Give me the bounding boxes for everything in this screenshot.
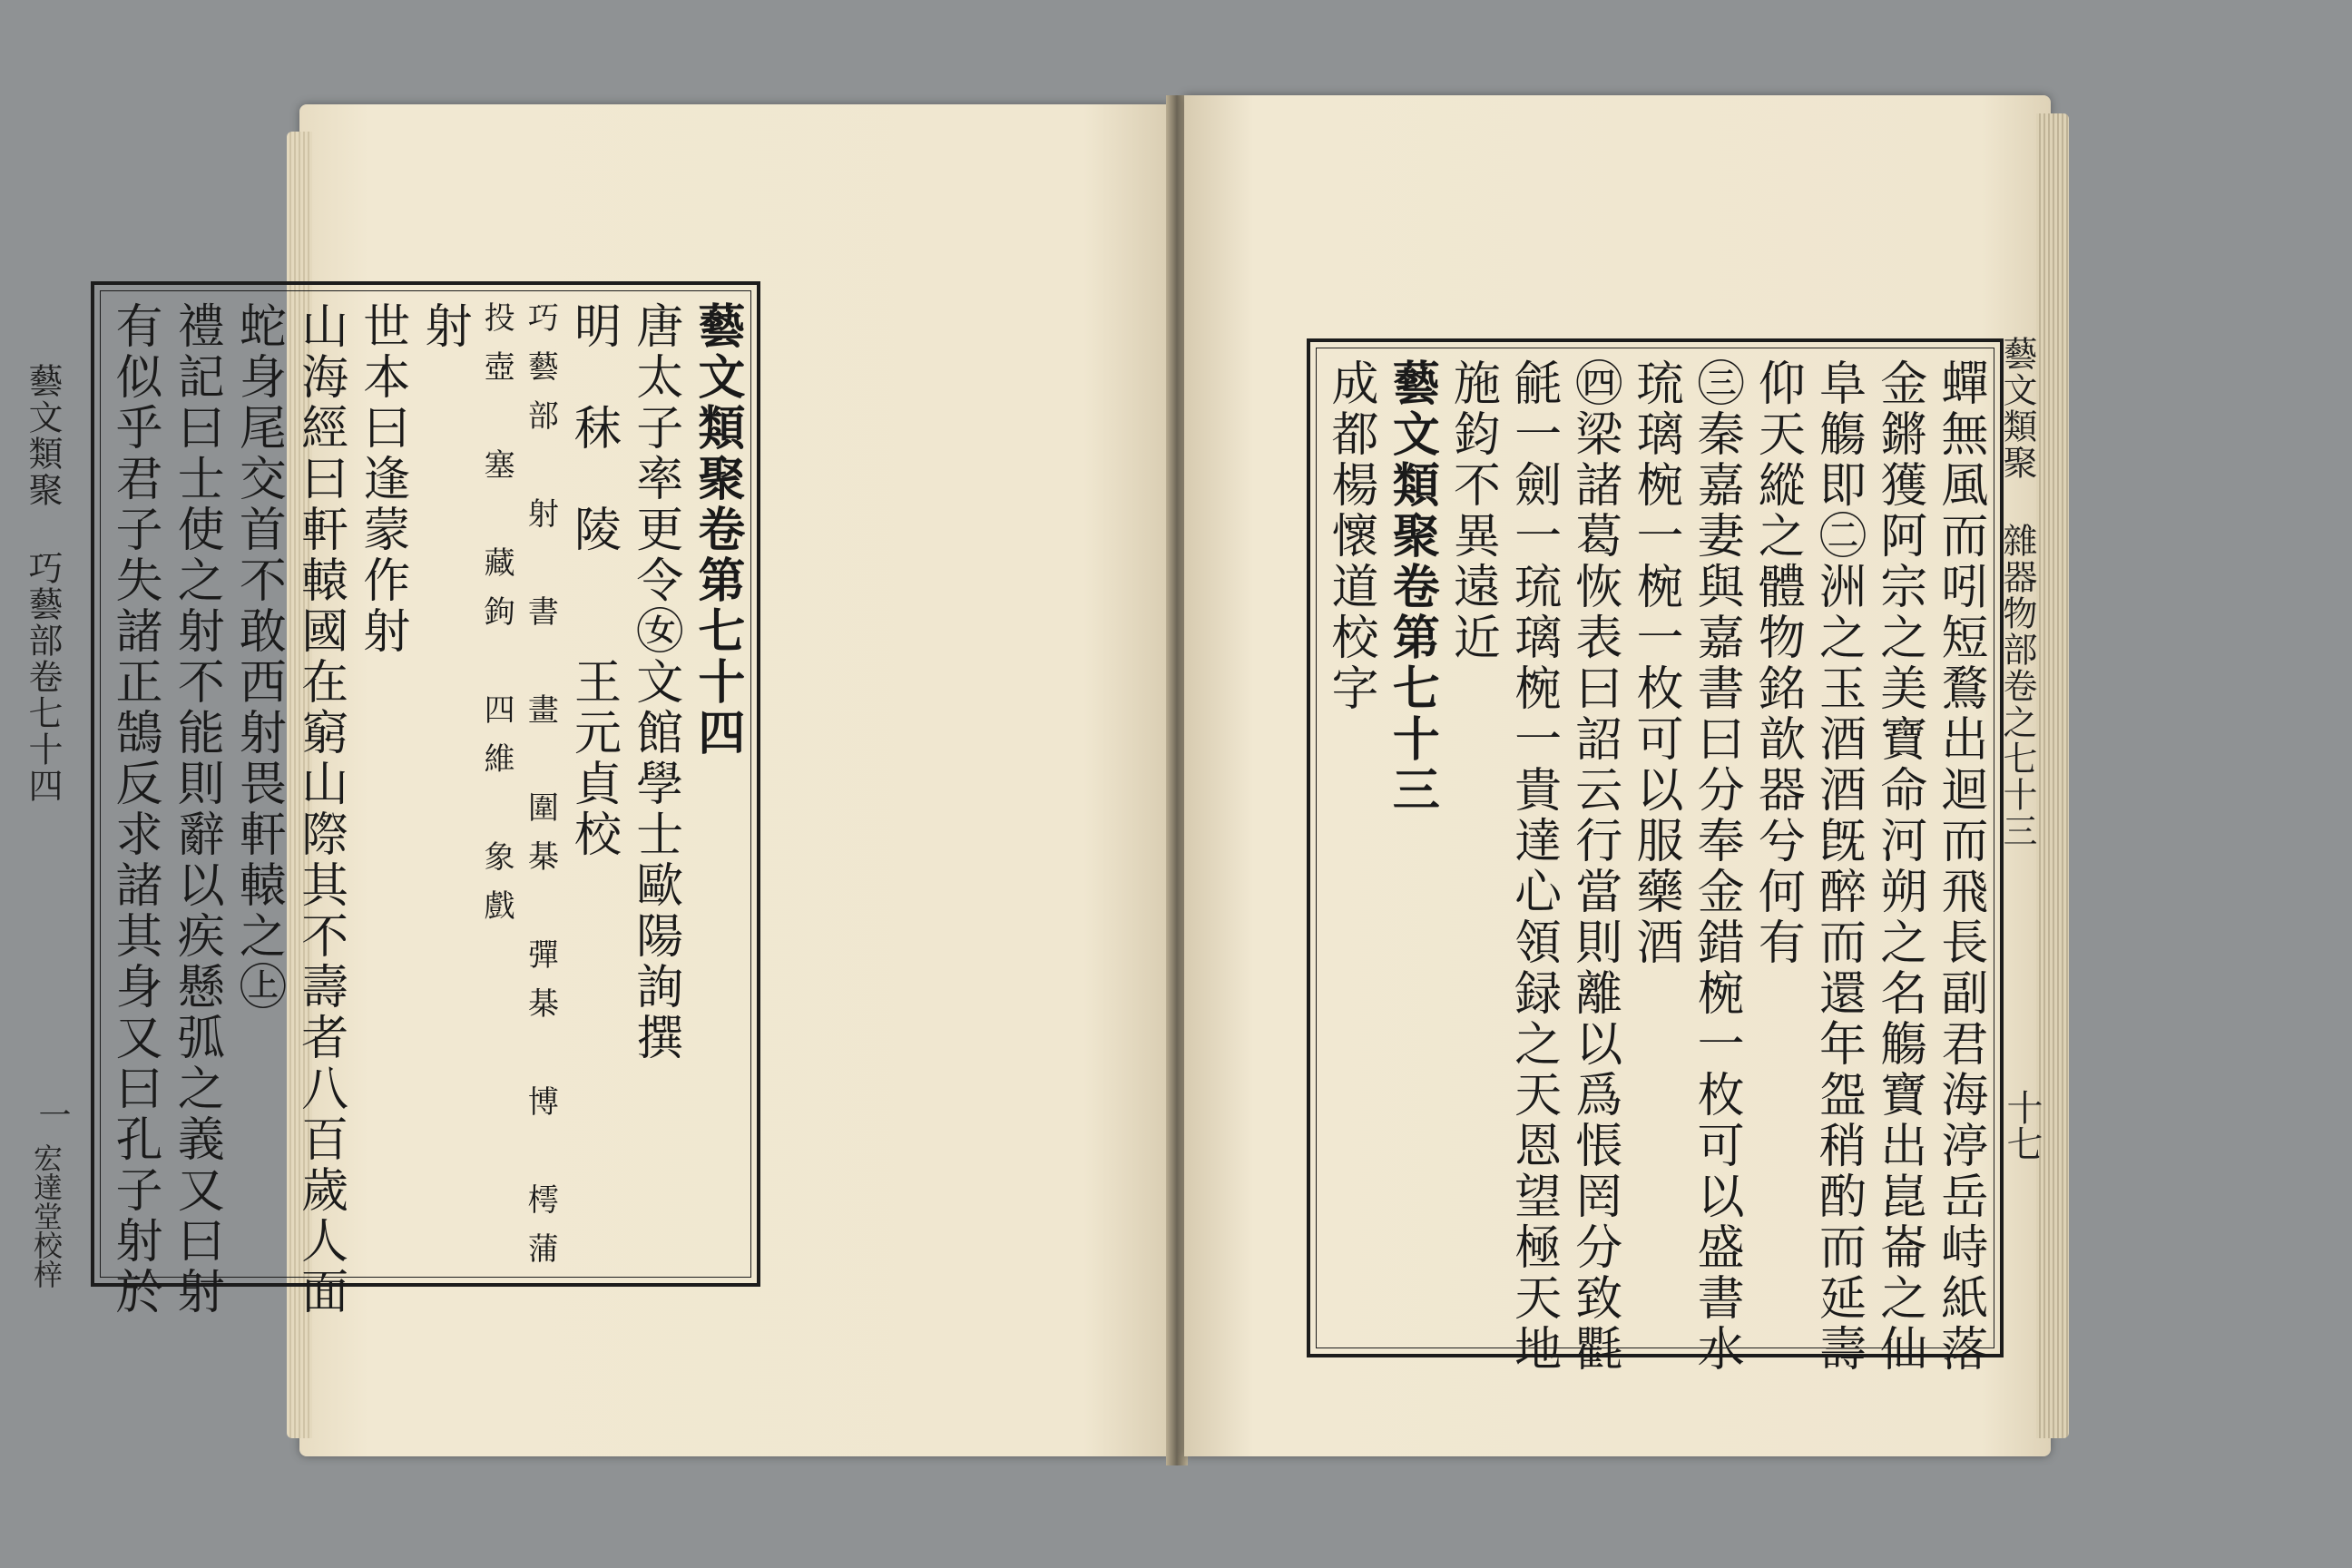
right-col-4: 仰天縱之體物銘歆器兮何有 [1749,358,1805,968]
left-col-10: 禮記曰士使之射不能則辭以疾懸弧之義又曰射 [169,301,224,1318]
right-col-3: 阜觴即㊁洲之玉酒酒旣醉而還年盌稍酌而延壽 [1810,358,1866,1375]
left-margin-book-title: 藝文類聚 [23,363,63,508]
left-col-1: 藝文類聚卷第七十四 [689,301,745,759]
right-text-frame [1307,338,2004,1375]
right-col-9: 施鈞不異遠近 [1445,358,1500,663]
left-printer-mark: 宏達堂校梓 [29,1143,64,1289]
right-margin-book-title: 藝文類聚 [1997,336,2037,481]
right-col-6: 琉璃椀一椀一枚可以服藥酒 [1627,358,1682,968]
right-margin-section: 雜器物部卷之七十三 [1997,523,2037,849]
right-col-2: 金鏘獲阿宗之美寶命河朔之名觴寶出崑崙之仙 [1871,358,1926,1375]
left-col-9: 蛇身尾交首不敢西射畏軒轅之㊤ [230,301,286,1013]
left-col-7: 世本曰逢蒙作射 [354,301,409,657]
left-text-frame [91,281,760,1318]
right-col-7: ㊃梁諸葛恢表曰詔云行當則離以爲悵罔分致氍 [1566,358,1622,1375]
left-col-4: 巧藝部 射 書 畫 圍棊 彈棊 博 樗蒲 [522,301,559,1281]
right-col-8: 毹一劍一琉璃椀一貴達心領録之天恩望極天地 [1505,358,1561,1375]
left-col-6: 射 [416,301,471,352]
right-col-5: ㊂秦嘉妻與嘉書曰分奉金錯椀一枚可以盛書水 [1689,358,1744,1375]
right-col-1: 蟬無風而吲短鶩出迴而飛長副君海渟岳峙紙落 [1932,358,1987,1375]
left-col-11: 有似乎君子失諸正鵠反求諸其身又曰孔子射於 [107,301,162,1318]
left-page-number: 一 [34,1098,71,1131]
left-margin-section: 巧藝部卷七十四 [23,550,63,804]
left-col-5: 投壺 塞 藏鉤 四維 象戲 [478,301,515,938]
left-col-8: 山海經曰軒轅國在窮山際其不壽者八百歲人面 [292,301,348,1318]
left-col-2: 唐太子率更令㊛文館學士歐陽詢撰 [627,301,682,1063]
right-col-11: 成都楊懷道校字 [1323,358,1377,714]
right-col-10: 藝文類聚卷第七十三 [1384,358,1440,816]
right-page-number: 十七 [2001,1089,2043,1161]
left-margin-title [18,363,68,1270]
left-col-3: 明 秣 陵 王元貞校 [565,301,621,860]
